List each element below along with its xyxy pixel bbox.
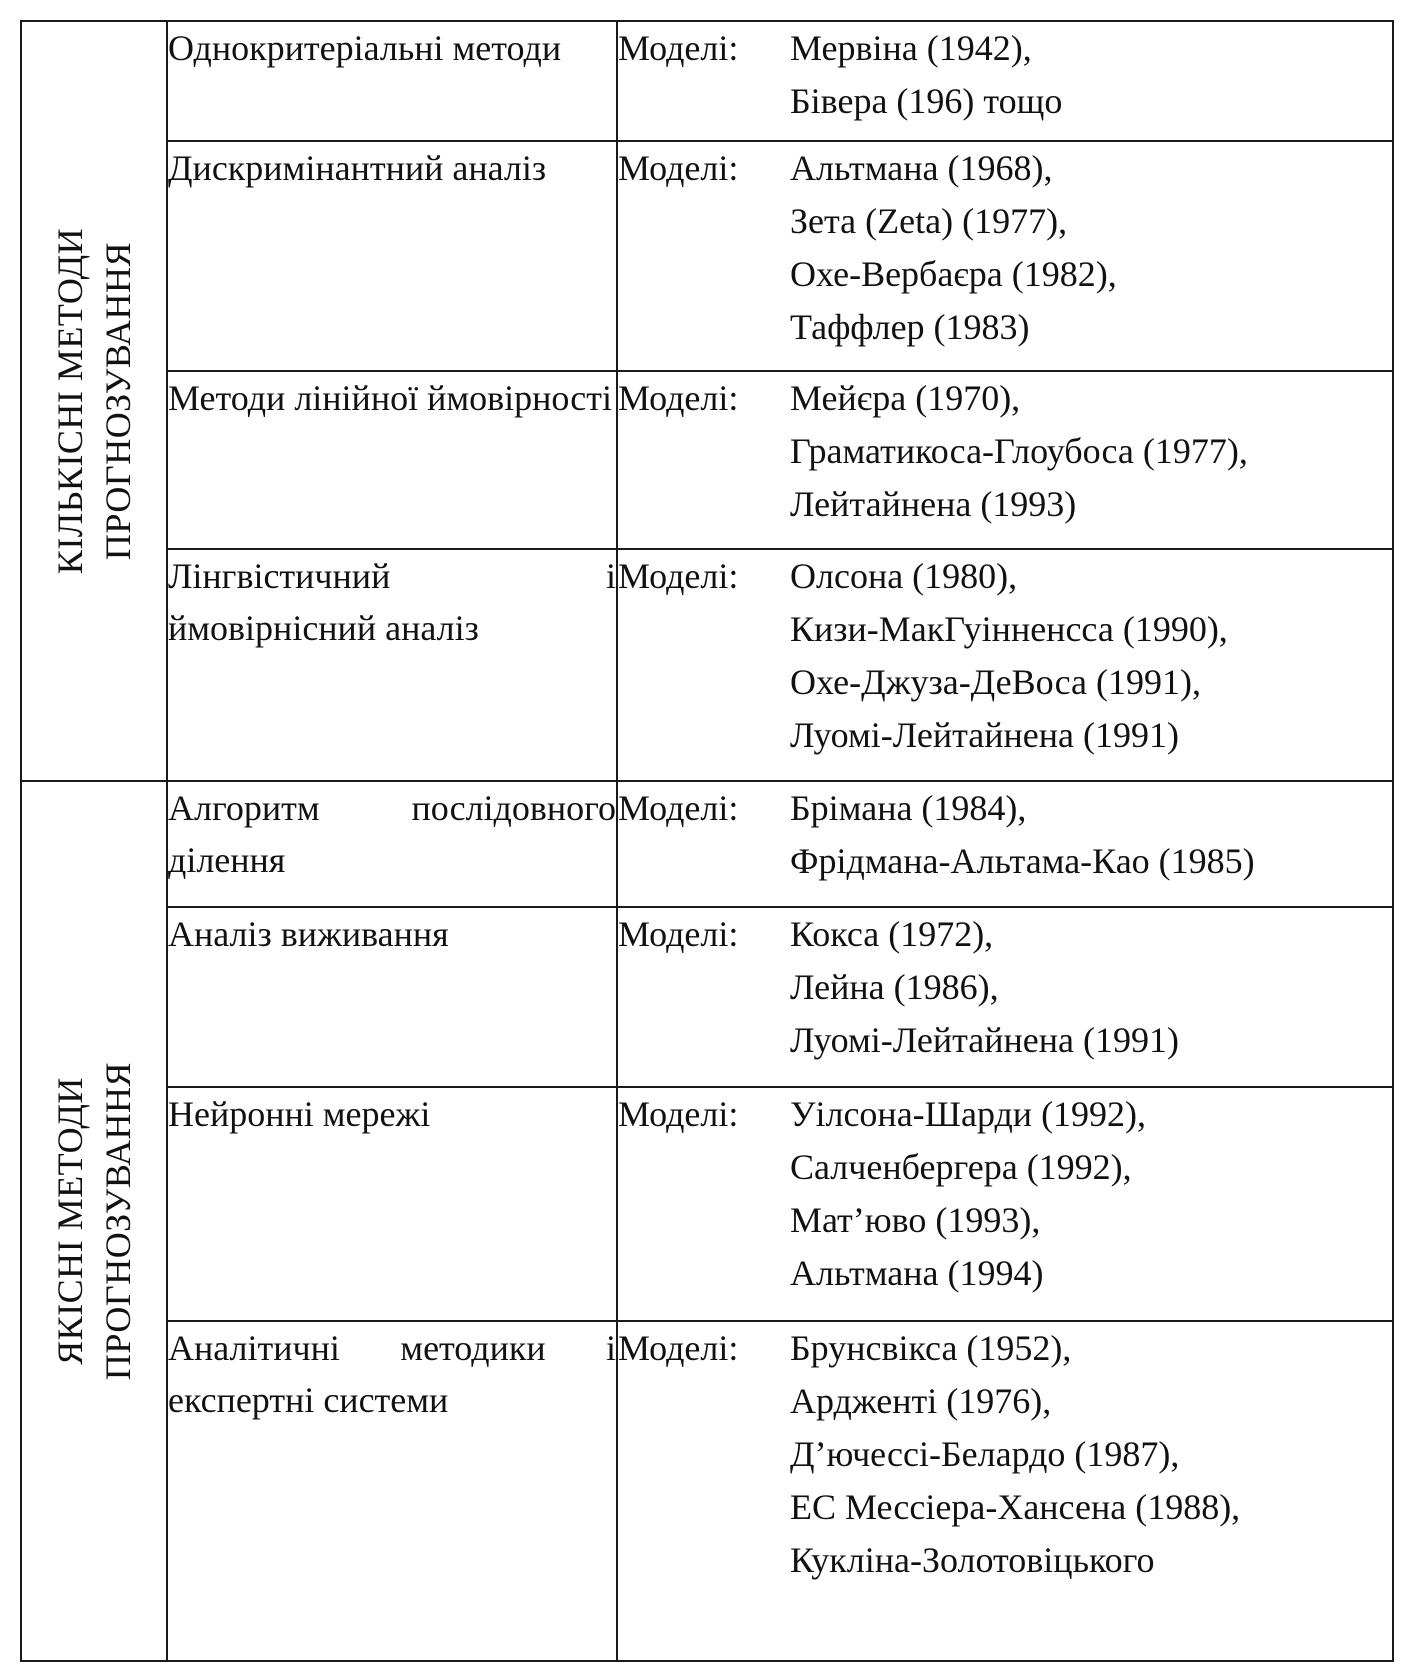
model-entry: Альтмана (1968), [790,148,1053,188]
model-entry: Лейтайнена (1993) [790,484,1077,524]
model-entry: Охе-Вербаєра (1982), [790,254,1117,294]
method-cell: Дискримінантний аналіз [167,141,617,371]
model-entry: Д’ючессі-Белардо (1987), [790,1434,1180,1474]
models-cell [617,371,1393,549]
model-entry: Граматикоса-Глоубоса (1977), [790,431,1248,471]
table-row [21,781,1393,907]
table-row [21,907,1393,1087]
models-list [790,908,1392,1067]
models-label: Моделі: [618,556,739,596]
method-cell: Аналітичні методики і експертні системи [167,1321,617,1661]
method-cell: Нейронні мережі [167,1087,617,1321]
method-cell: Методи лінійної ймовірності [167,371,617,549]
models-label: Моделі: [618,914,739,954]
group-label: КІЛЬКІСНІ МЕТОДИ ПРОГНОЗУВАННЯ [50,227,138,575]
model-entry: Кизи-МакГуінненсса (1990), [790,609,1228,649]
table-row [21,141,1393,371]
model-entry: Зета (Zeta) (1977), [790,201,1068,241]
model-entry: Фрідмана-Альтама-Као (1985) [790,841,1255,881]
models-cell [617,907,1393,1087]
models-label: Моделі: [618,788,739,828]
model-entry: Луомі-Лейтайнена (1991) [790,715,1180,755]
table-row [21,371,1393,549]
table-row [21,1087,1393,1321]
models-list [790,372,1392,531]
models-list [790,142,1392,354]
methods-table [20,20,1394,1662]
models-cell [617,781,1393,907]
models-label: Моделі: [618,1094,739,1134]
method-cell: Лінгвістичний і ймовірнісний аналіз [167,549,617,781]
model-entry: Таффлер (1983) [790,307,1030,347]
group-label-cell [21,21,167,781]
model-entry: Кукліна-Золотовіцького [790,1540,1155,1580]
model-entry: ЕС Мессіера-Хансена (1988), [790,1487,1241,1527]
method-cell: Аналіз виживання [167,907,617,1087]
models-cell [617,549,1393,781]
models-list [790,782,1392,888]
group-label: ЯКІСНІ МЕТОДИ ПРОГНОЗУВАННЯ [50,1061,138,1381]
model-entry: Мейєра (1970), [790,378,1021,418]
models-list [790,1088,1392,1300]
model-entry: Салченбергера (1992), [790,1147,1132,1187]
models-list [790,22,1392,128]
models-label: Моделі: [618,148,739,188]
model-entry: Ардженті (1976), [790,1381,1052,1421]
models-list [790,1322,1392,1587]
table-row [21,1321,1393,1661]
group-label-cell [21,781,167,1661]
model-entry: Брімана (1984), [790,788,1027,828]
model-entry: Мат’юво (1993), [790,1200,1041,1240]
method-cell: Алгоритм послідовного ділення [167,781,617,907]
models-label: Моделі: [618,28,739,68]
model-entry: Мервіна (1942), [790,28,1032,68]
table-row [21,549,1393,781]
model-entry: Альтмана (1994) [790,1253,1044,1293]
model-entry: Брунсвікса (1952), [790,1328,1072,1368]
models-list [790,550,1392,762]
model-entry: Кокса (1972), [790,914,994,954]
models-cell [617,21,1393,141]
models-cell [617,1087,1393,1321]
models-cell [617,1321,1393,1661]
models-label: Моделі: [618,1328,739,1368]
method-cell: Однокритеріальні методи [167,21,617,141]
table-row [21,21,1393,141]
model-entry: Бівера (196) тощо [790,81,1063,121]
models-label: Моделі: [618,378,739,418]
models-cell [617,141,1393,371]
model-entry: Лейна (1986), [790,967,999,1007]
model-entry: Олсона (1980), [790,556,1018,596]
model-entry: Уілсона-Шарди (1992), [790,1094,1147,1134]
model-entry: Охе-Джуза-ДеВоса (1991), [790,662,1201,702]
model-entry: Луомі-Лейтайнена (1991) [790,1020,1180,1060]
